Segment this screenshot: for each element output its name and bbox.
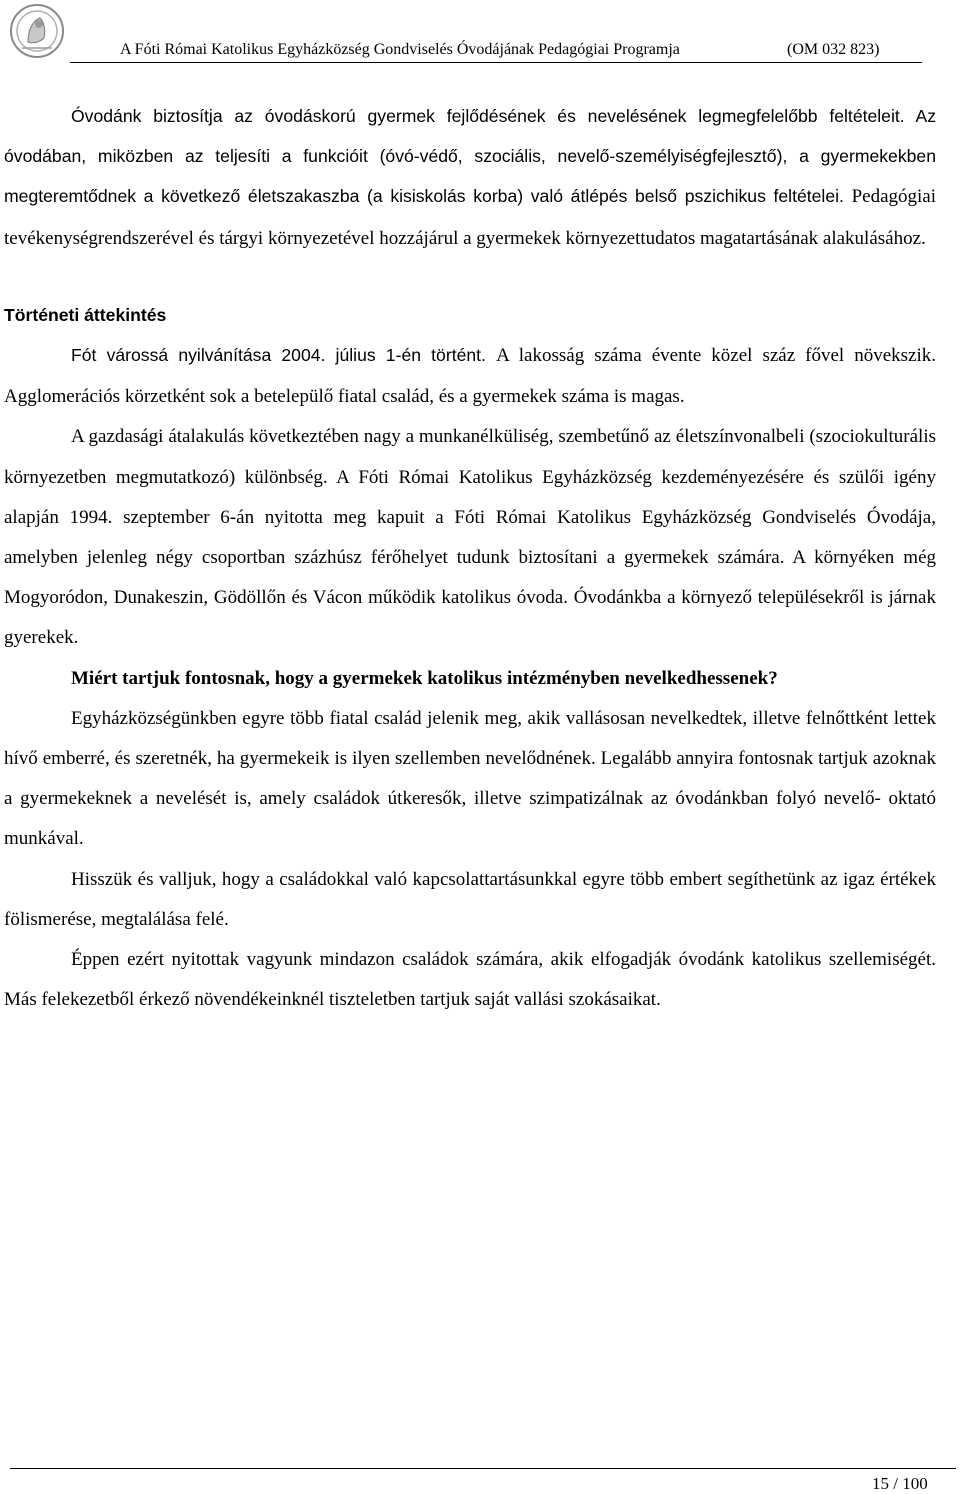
paragraph-intro bbox=[4, 96, 936, 259]
question-heading: Miért tartjuk fontosnak, hogy a gyermekek katolikus intézményben nevelkedhessenek? bbox=[71, 667, 778, 689]
footer-rule bbox=[10, 1468, 956, 1469]
paragraph-history-start: Fót várossá nyilvánítása 2004. július 1-én történt. bbox=[71, 345, 486, 366]
paragraph-belief: Hisszük és valljuk, hogy a családokkal való kapcsolattartásunkkal egyre több embert segíthetünk az igaz értékek fölismerése, megtalálása felé. bbox=[4, 868, 936, 930]
paragraph-community: Egyházközségünkben egyre több fiatal család jelenik meg, akik vallásosan nevelkedtek, illetve felnőttként lettek hívő emberré, és szeretnék, ha gyermekeik is ilyen szellemben nevelődnének. Legalább annyira fontosnak tartjuk azoknak a gyermekeknek a nevelését is, amely családok útkeresők, illetve szimpatizálnak az óvodánkban folyó nevelő- oktató munkával. bbox=[4, 707, 936, 850]
paragraph-history-rest: A lakosság száma évente közel száz fővel növekszik. Agglomerációs körzetként sok a betelepülő fiatal család, és a gyermekek száma is magas. bbox=[4, 345, 936, 408]
paragraph-history bbox=[4, 335, 936, 417]
page-header bbox=[0, 0, 960, 64]
section-heading-history: Történeti áttekintés bbox=[4, 304, 167, 325]
document-body bbox=[4, 96, 936, 1020]
paragraph-economy: A gazdasági átalakulás következtében nagy a munkanélküliség, szembetűnő az életszínvonalbeli (szociokulturális környezetben megmutatkozó) különbség. A Fóti Római Katolikus Egyházközség kezdeményezésére és szülői igény alapján 1994. szeptember 6-án nyitotta meg kapuit a Fóti Római Katolikus Egyházközség Gondviselés Óvodája, amelyben jelenleg négy csoportban százhúsz férőhelyet tudunk biztosítani a gyermekek számára. A környéken még Mogyoródon, Dunakeszin, Gödöllőn és Vácon működik katolikus óvoda. Óvodánkba a környező településekről is járnak gyerekek. bbox=[4, 426, 936, 649]
paragraph-openness: Éppen ezért nyitottak vagyunk mindazon családok számára, akik elfogadják óvodánk katolikus szellemiségét. Más felekezetből érkező növendékeinknél tiszteletben tartjuk saját vallási szokásaikat. bbox=[4, 949, 936, 1011]
paragraph-intro-part2: Pedagógiai tevékenységrendszerével és tárgyi környezetével hozzájárul a gyermekek környezettudatos magatartásának alakulásához. bbox=[4, 186, 937, 249]
header-title: A Fóti Római Katolikus Egyházközség Gondviselés Óvodájának Pedagógiai Programja bbox=[120, 41, 680, 58]
paragraph-intro-part1: Óvodánk biztosítja az óvodáskorú gyermek fejlődésének és nevelésének legmegfelelőbb feltételeit. Az óvodában, miközben az teljesíti a funkcióit (óvó-védő, szociális, nevelő-személyiségfejlesztő), a gyermekekben megteremtődnek a következő életszakaszba (a kisiskolás korba) való átlépés belső pszichikus feltételei. bbox=[4, 106, 936, 207]
institution-logo-icon bbox=[8, 2, 66, 60]
header-rule bbox=[70, 62, 922, 63]
page-number: 15 / 100 bbox=[872, 1474, 928, 1493]
header-om-number: (OM 032 823) bbox=[787, 41, 880, 58]
